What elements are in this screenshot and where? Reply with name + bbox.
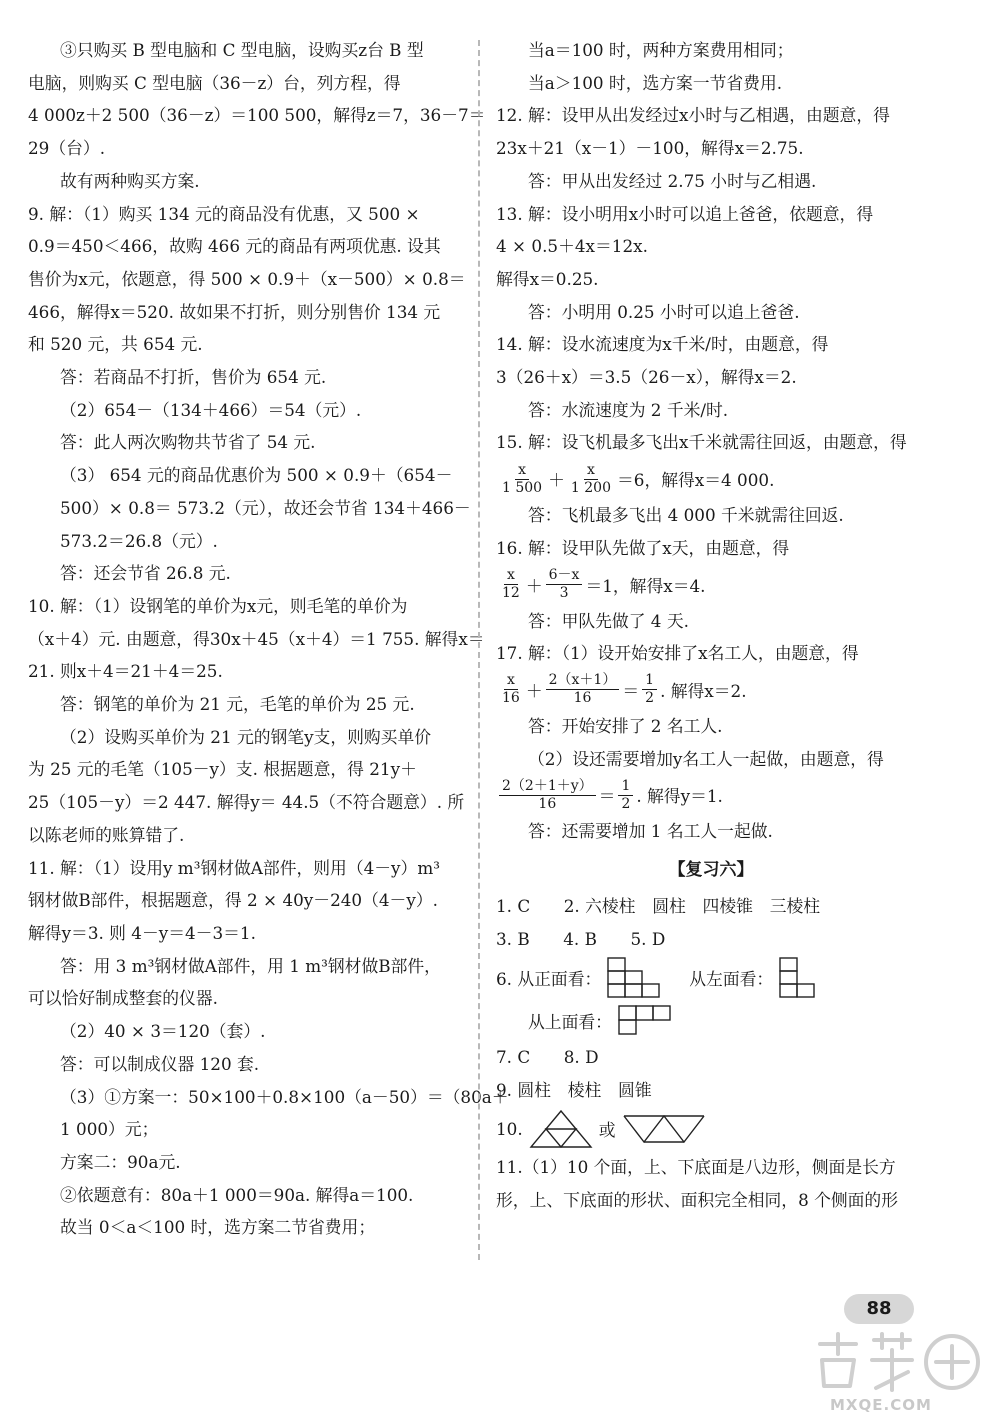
equation-q17a [496,670,926,710]
answer-line: 11.（1）10 个面，上、下底面是八边形，侧面是长方 [496,1156,896,1177]
text-line: （3） 654 元的商品优惠价为 500 × 0.9＋（654－ [60,465,453,486]
answer-label: 从上面看： [528,1012,612,1033]
left-view-figure [779,957,825,999]
text-line: 13. 解：设小明用x小时可以追上爸爸，依题意，得 [496,203,874,224]
text-line: 答：水流速度为 2 千米/时. [528,399,729,420]
front-view-figure [607,957,677,999]
fraction: $\frac{x}{1 500}$ [502,461,543,496]
text-line: 可以恰好制成整套的仪器. [28,988,218,1009]
text-line: 故当 0＜a＜100 时，选方案二节省费用； [60,1217,376,1238]
text-line: 答：飞机最多飞出 4 000 千米就需往回返. [528,505,844,526]
equation-rest: . 解得y＝1. [636,786,723,807]
text-line: 4 × 0.5＋4x＝12x. [496,236,648,257]
text-line: 答：此人两次购物共节省了 54 元. [60,432,316,453]
triangle-net-figure [529,1109,593,1149]
text-line: 答：小明用 0.25 小时可以追上爸爸. [528,301,800,322]
answer-line: 形，上、下底面的形状、面积完全相同，8 个侧面的形 [496,1189,898,1210]
text-line: 钢材做B部件，根据题意，得 2 × 40y－240（4－y）. [28,890,438,911]
text-line: 方案二：90a元. [60,1151,181,1172]
text-line: 16. 解：设甲队先做了x天，由题意，得 [496,537,790,558]
fraction: $\frac{1}{2}$ [618,778,633,813]
equation-rest: . 解得x＝2. [660,680,747,701]
answer-10-nets [496,1107,926,1151]
text-line: 答：可以制成仪器 120 套. [60,1053,260,1074]
answer-6-views [496,955,926,1001]
fraction: $\frac{x}{12}$ [502,567,520,602]
section-title: 【复习六】 [668,860,754,881]
text-line: （2）40 × 3＝120（套）. [60,1021,266,1042]
text-line: 4 000z＋2 500（36－z）＝100 500，解得z＝7，36－7＝ [28,105,486,126]
left-column [28,34,509,1244]
page-number: 88 [844,1294,914,1324]
operator: ＝ [622,680,640,701]
equation-q15 [496,459,926,499]
operator: ＝ [598,786,616,807]
answer-label: 6. 从正面看： [496,969,602,990]
text-line: 和 520 元，共 654 元. [28,334,203,355]
text-line: （2）设还需要增加y名工人一起做，由题意，得 [528,748,884,769]
text-line: 答：甲队先做了 4 天. [528,610,689,631]
text-line: 解得x＝0.25. [496,268,599,289]
text-line: 500）× 0.8＝ 573.2（元），故还会节省 134＋466－ [60,497,471,518]
column-divider [478,40,480,1260]
equation-q16 [496,565,926,605]
text-line: 当a＝100 时，两种方案费用相同； [528,40,794,60]
text-line: 答：钢笔的单价为 21 元，毛笔的单价为 25 元. [60,694,415,715]
text-line: 售价为x元，依题意，得 500 × 0.9＋（x－500）× 0.8＝ [28,268,466,289]
text-line: 1 000）元； [60,1119,159,1140]
operator: ＋ [525,680,543,701]
watermark-url: MXQE.COM [830,1396,932,1414]
text-line: （3）①方案一：50×100＋0.8×100（a－50）＝（80a＋ [60,1086,509,1107]
answer-line: 1. C 2. 六棱柱 圆柱 四棱锥 三棱柱 [496,896,821,917]
fraction: $\frac{6-x}{3}$ [546,567,583,602]
text-line: 15. 解：设飞机最多飞出x千米就需往回返，由题意，得 [496,432,907,453]
text-line: 29（台）. [28,138,106,159]
answer-label: 从左面看： [689,969,774,990]
equation-rest: ＝1，解得x＝4. [585,575,706,596]
text-line: 答：开始安排了 2 名工人. [528,715,723,736]
text-line: 21. 则x＋4＝21＋4＝25. [28,661,223,682]
top-view-figure [618,1005,678,1037]
right-column [496,34,926,1216]
text-line: 以陈老师的账算错了. [28,824,185,845]
text-line: 3（26＋x）＝3.5（26－x），解得x＝2. [496,367,797,388]
text-line: 14. 解：设水流速度为x千米/时，由题意，得 [496,334,829,355]
answer-label: 或 [598,1119,616,1140]
text-line: （x＋4）元. 由题意，得30x＋45（x＋4）＝1 755. 解得x＝ [28,628,485,649]
strip-net-figure [622,1114,706,1144]
text-line: 573.2＝26.8（元）. [60,530,218,551]
text-line: 25（105－y）＝2 447. 解得y＝ 44.5（不符合题意）. 所 [28,792,465,813]
equation-q17b [496,775,926,815]
text-line: 17. 解：（1）设开始安排了x名工人，由题意，得 [496,643,859,664]
text-line: 答：还会节省 26.8 元. [60,563,231,584]
fraction: $\frac{2(x+1)}{16}$ [546,672,620,707]
text-line: 11. 解：（1）设用y m³钢材做A部件，则用（4－y）m³ [28,857,440,878]
text-line: 10. 解：（1）设钢笔的单价为x元，则毛笔的单价为 [28,595,408,616]
answer-line: 9. 圆柱 棱柱 圆锥 [496,1080,652,1101]
text-line: ③只购买 B 型电脑和 C 型电脑，设购买z台 B 型 [60,40,424,60]
text-line: 466，解得x＝520. 故如果不打折，则分别售价 134 元 [28,301,441,322]
text-line: 为 25 元的毛笔（105－y）支. 根据题意，得 21y＋ [28,759,417,780]
text-line: 答：若商品不打折，售价为 654 元. [60,367,327,388]
text-line: 答：还需要增加 1 名工人一起做. [528,821,773,842]
equation-rest: ＝6，解得x＝4 000. [616,470,775,491]
text-line: 解得y＝3. 则 4－y＝4－3＝1. [28,922,256,943]
text-line: 电脑，则购买 C 型电脑（36－z）台，列方程，得 [28,72,401,93]
text-line: （2）设购买单价为 21 元的钢笔y支，则购买单价 [60,726,432,747]
answer-line: 3. B 4. B 5. D [496,928,666,949]
text-line: 故有两种购买方案. [60,170,200,191]
fraction: $\frac{1}{2}$ [642,672,657,707]
text-line: 当a＞100 时，选方案一节省费用. [528,72,783,93]
text-line: 答：用 3 m³钢材做A部件，用 1 m³钢材做B部件， [60,955,441,976]
answer-label: 10. [496,1118,523,1139]
answer-line: 7. C 8. D [496,1047,599,1068]
fraction: $\frac{x}{1 200}$ [570,461,611,496]
text-line: ②依题意有：80a＋1 000＝90a. 解得a＝100. [60,1184,414,1205]
text-line: 答：甲从出发经过 2.75 小时与乙相遇. [528,170,817,191]
text-line: 12. 解：设甲从出发经过x小时与乙相遇，由题意，得 [496,105,890,126]
text-line: 0.9＝450＜466，故购 466 元的商品有两项优惠. 设其 [28,236,441,257]
text-line: （2）654－（134＋466）＝54（元）. [60,399,362,420]
operator: ＋ [548,470,565,491]
operator: ＋ [525,575,543,596]
text-line: 23x＋21（x－1）－100，解得x＝2.75. [496,138,804,159]
text-line: 9. 解：（1）购买 134 元的商品没有优惠，又 500 × [28,203,420,224]
answer-6-top-view [496,1001,926,1041]
fraction: $\frac{2(2+1+y)}{16}$ [499,778,596,813]
fraction: $\frac{x}{16}$ [502,672,520,707]
